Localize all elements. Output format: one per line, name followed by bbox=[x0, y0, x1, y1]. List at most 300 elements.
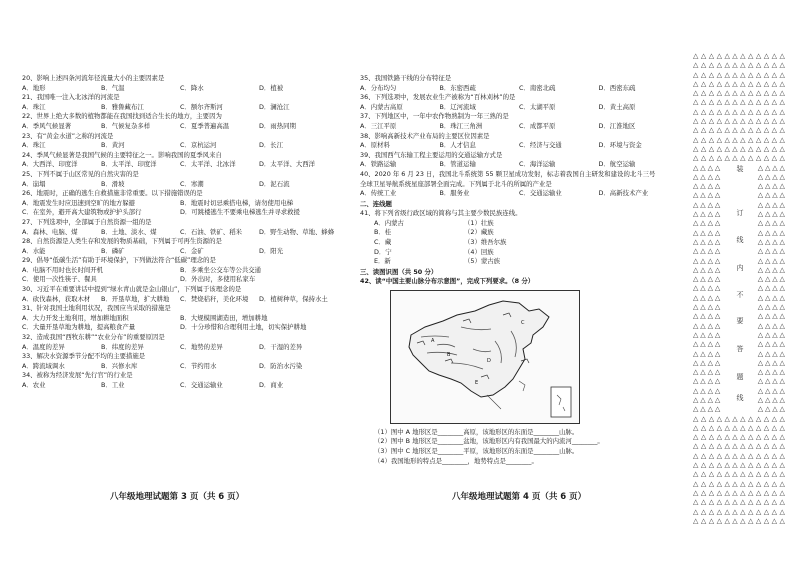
answer-option: A．分布均匀 bbox=[360, 83, 397, 92]
binding-triangle-icon: △ bbox=[732, 117, 738, 126]
binding-triangle-icon: △ bbox=[755, 423, 762, 432]
binding-triangle-icon: △ bbox=[700, 117, 707, 126]
binding-triangle-icon: △ bbox=[693, 507, 699, 516]
binding-triangle-row bbox=[693, 517, 785, 526]
binding-gap bbox=[731, 173, 738, 182]
answer-options bbox=[22, 228, 338, 238]
binding-triangle-icon: △ bbox=[771, 470, 777, 479]
binding-triangle-icon: △ bbox=[748, 52, 754, 60]
binding-triangle-icon: △ bbox=[714, 405, 721, 414]
binding-triangle-row bbox=[693, 247, 785, 256]
binding-triangle-icon: △ bbox=[757, 395, 764, 404]
answer-option: D．雨热同期 bbox=[259, 121, 296, 130]
matching-row bbox=[360, 248, 678, 258]
answer-option: B．纬度的差异 bbox=[101, 342, 144, 351]
binding-gap bbox=[722, 294, 729, 303]
matching-left-item: C．藏 bbox=[374, 238, 392, 246]
binding-triangle-icon: △ bbox=[693, 163, 699, 172]
binding-triangle-icon: △ bbox=[771, 79, 777, 88]
binding-triangle-icon: △ bbox=[724, 423, 730, 432]
binding-triangle-icon: △ bbox=[716, 488, 722, 497]
binding-triangle-icon: △ bbox=[764, 284, 771, 293]
answer-options bbox=[22, 275, 338, 285]
binding-triangle-icon: △ bbox=[693, 293, 699, 302]
binding-triangle-icon: △ bbox=[693, 237, 699, 246]
binding-triangle-icon: △ bbox=[708, 507, 715, 516]
binding-triangle-icon: △ bbox=[771, 414, 777, 423]
question-stem: 33、解决水资源季节分配不均的主要措施是 bbox=[22, 352, 146, 361]
binding-triangle-icon: △ bbox=[714, 172, 721, 181]
binding-triangle-icon: △ bbox=[779, 210, 785, 219]
binding-label-xian: 线 bbox=[736, 236, 744, 244]
binding-triangle-icon: △ bbox=[771, 423, 777, 432]
binding-triangle-icon: △ bbox=[763, 98, 770, 107]
fill-in-line: （3）图中 C 地形区是________平原，该地形区的东面是________山脉。 bbox=[374, 447, 579, 456]
binding-triangle-icon: △ bbox=[700, 247, 706, 256]
binding-triangle-icon: △ bbox=[748, 488, 754, 497]
binding-triangle-icon: △ bbox=[763, 79, 770, 88]
binding-triangle-icon: △ bbox=[732, 89, 738, 98]
binding-triangle-icon: △ bbox=[755, 516, 762, 525]
binding-triangle-icon: △ bbox=[693, 516, 699, 525]
binding-triangle-icon: △ bbox=[707, 228, 713, 237]
binding-triangle-icon: △ bbox=[724, 461, 730, 470]
binding-triangle-icon: △ bbox=[693, 98, 699, 107]
binding-gap bbox=[722, 322, 729, 331]
binding-triangle-icon: △ bbox=[779, 293, 785, 302]
answer-option: C．京杭运河 bbox=[180, 141, 217, 150]
answer-option: B．大规模围湖造田，增加耕地 bbox=[180, 313, 268, 322]
binding-triangle-icon: △ bbox=[724, 442, 730, 451]
binding-triangle-icon: △ bbox=[772, 256, 778, 265]
binding-triangle-icon: △ bbox=[716, 117, 722, 126]
binding-triangle-row bbox=[693, 331, 785, 340]
binding-triangle-icon: △ bbox=[693, 126, 699, 135]
binding-triangle-icon: △ bbox=[748, 79, 754, 88]
binding-triangle-icon: △ bbox=[724, 433, 730, 442]
map-region-label: B bbox=[447, 351, 451, 358]
binding-triangle-icon: △ bbox=[708, 451, 715, 460]
binding-triangle-icon: △ bbox=[700, 405, 706, 414]
binding-triangle-icon: △ bbox=[779, 265, 785, 274]
binding-triangle-icon: △ bbox=[740, 126, 746, 135]
binding-triangle-icon: △ bbox=[757, 210, 764, 219]
binding-triangle-icon: △ bbox=[779, 488, 785, 497]
answer-options bbox=[22, 381, 338, 391]
answer-option: A．铁路运输 bbox=[360, 160, 397, 169]
binding-triangle-icon: △ bbox=[764, 182, 771, 191]
binding-triangle-icon: △ bbox=[714, 191, 721, 200]
binding-triangle-icon: △ bbox=[740, 144, 746, 153]
binding-triangle-icon: △ bbox=[779, 368, 785, 377]
binding-triangle-icon: △ bbox=[707, 349, 713, 358]
binding-triangle-icon: △ bbox=[755, 70, 762, 79]
binding-triangle-row bbox=[693, 173, 785, 182]
binding-triangle-icon: △ bbox=[763, 144, 770, 153]
left-page-footer: 八年级地理试题第 3 页（共 6 页） bbox=[110, 492, 245, 502]
binding-triangle-icon: △ bbox=[714, 182, 721, 191]
binding-triangle-icon: △ bbox=[772, 284, 778, 293]
question-stem: 29、倡导“低碳生活”有助于环境保护，下列做法符合“低碳”理念的是 bbox=[22, 256, 216, 265]
answer-option: A．温度的差异 bbox=[22, 342, 65, 351]
binding-triangle-icon: △ bbox=[763, 107, 770, 116]
answer-option: B．气温 bbox=[101, 83, 125, 92]
binding-triangle-icon: △ bbox=[700, 61, 707, 70]
answer-option: B．地震时切忌乘搭电梯，请勿使用电梯 bbox=[180, 198, 294, 207]
binding-gap bbox=[749, 219, 756, 228]
binding-triangle-icon: △ bbox=[700, 498, 707, 507]
binding-triangle-icon: △ bbox=[716, 98, 722, 107]
answer-options bbox=[360, 84, 678, 94]
binding-triangle-icon: △ bbox=[779, 107, 785, 116]
binding-triangle-icon: △ bbox=[716, 414, 722, 423]
binding-triangle-icon: △ bbox=[714, 386, 721, 395]
binding-triangle-icon: △ bbox=[707, 210, 713, 219]
binding-triangle-icon: △ bbox=[708, 488, 715, 497]
binding-triangle-row bbox=[693, 489, 785, 498]
binding-triangle-icon: △ bbox=[693, 368, 699, 377]
binding-gap bbox=[749, 182, 756, 191]
binding-triangle-icon: △ bbox=[732, 516, 738, 525]
binding-triangle-icon: △ bbox=[740, 117, 746, 126]
binding-gap bbox=[740, 182, 747, 191]
binding-triangle-row bbox=[693, 89, 785, 98]
binding-triangle-icon: △ bbox=[772, 386, 778, 395]
binding-triangle-icon: △ bbox=[740, 98, 746, 107]
binding-triangle-row bbox=[693, 52, 785, 61]
binding-triangle-icon: △ bbox=[779, 405, 785, 414]
binding-triangle-icon: △ bbox=[771, 154, 777, 163]
binding-triangle-icon: △ bbox=[755, 98, 762, 107]
binding-triangle-icon: △ bbox=[693, 247, 699, 256]
binding-gap bbox=[749, 303, 756, 312]
question-stem: 22、世界上绝大多数的植物都能在我国找到适合生长的地方，主要因为 bbox=[22, 112, 222, 121]
binding-triangle-icon: △ bbox=[714, 377, 721, 386]
binding-triangle-icon: △ bbox=[755, 451, 762, 460]
binding-triangle-icon: △ bbox=[772, 182, 778, 191]
binding-triangle-row bbox=[693, 154, 785, 163]
binding-triangle-icon: △ bbox=[763, 451, 770, 460]
binding-gap bbox=[722, 266, 729, 275]
binding-triangle-icon: △ bbox=[714, 219, 721, 228]
binding-triangle-icon: △ bbox=[755, 442, 762, 451]
binding-triangle-icon: △ bbox=[724, 117, 730, 126]
answer-options bbox=[22, 199, 338, 209]
question-stem: 32、造成我国“西牧东耕”“农业分布”的重要原因是 bbox=[22, 333, 165, 342]
question-stem: 23、有“黄金水道”之称的河流是 bbox=[22, 131, 114, 140]
binding-triangle-icon: △ bbox=[764, 368, 771, 377]
binding-triangle-icon: △ bbox=[779, 386, 785, 395]
binding-triangle-icon: △ bbox=[693, 395, 699, 404]
binding-triangle-icon: △ bbox=[740, 516, 746, 525]
binding-triangle-icon: △ bbox=[748, 433, 754, 442]
matching-right-item: （4）回族 bbox=[464, 247, 494, 256]
binding-gap bbox=[722, 396, 729, 405]
binding-triangle-icon: △ bbox=[707, 265, 713, 274]
binding-triangle-icon: △ bbox=[748, 154, 754, 163]
answer-option: C．太湖平原 bbox=[519, 102, 556, 111]
binding-triangle-icon: △ bbox=[716, 451, 722, 460]
binding-triangle-icon: △ bbox=[732, 488, 738, 497]
binding-triangle-icon: △ bbox=[708, 442, 715, 451]
binding-triangle-icon: △ bbox=[708, 135, 715, 144]
answer-option: B．兴修水库 bbox=[101, 361, 138, 370]
binding-gap bbox=[749, 322, 756, 331]
binding-triangle-icon: △ bbox=[700, 507, 707, 516]
binding-gap bbox=[749, 340, 756, 349]
binding-triangle-icon: △ bbox=[732, 479, 738, 488]
answer-options bbox=[22, 362, 338, 372]
binding-triangle-icon: △ bbox=[700, 52, 707, 60]
binding-triangle-icon: △ bbox=[755, 470, 762, 479]
matching-left-item: B．桂 bbox=[374, 228, 392, 237]
binding-gap bbox=[722, 219, 729, 228]
binding-triangle-icon: △ bbox=[693, 321, 699, 330]
binding-triangle-icon: △ bbox=[772, 247, 778, 256]
binding-triangle-icon: △ bbox=[732, 461, 738, 470]
question-stem: 39、我国西气东输工程主要运用的交通运输方式是 bbox=[360, 150, 503, 159]
binding-label-ti: 题 bbox=[736, 373, 744, 381]
binding-gap bbox=[740, 405, 747, 414]
binding-triangle-icon: △ bbox=[764, 228, 771, 237]
binding-triangle-icon: △ bbox=[708, 414, 715, 423]
binding-triangle-icon: △ bbox=[779, 470, 785, 479]
binding-triangle-icon: △ bbox=[693, 275, 699, 284]
binding-triangle-icon: △ bbox=[693, 144, 699, 153]
answer-option: A．崩塌 bbox=[22, 179, 46, 188]
matching-left-item: D．宁 bbox=[374, 247, 392, 256]
binding-triangle-row bbox=[693, 415, 785, 424]
binding-triangle-icon: △ bbox=[740, 433, 746, 442]
binding-triangle-icon: △ bbox=[764, 349, 771, 358]
binding-triangle-icon: △ bbox=[693, 312, 699, 321]
binding-triangle-icon: △ bbox=[779, 433, 785, 442]
binding-triangle-icon: △ bbox=[708, 461, 715, 470]
binding-triangle-icon: △ bbox=[700, 182, 706, 191]
answer-options bbox=[22, 103, 338, 113]
binding-triangle-icon: △ bbox=[707, 330, 713, 339]
binding-triangle-icon: △ bbox=[748, 98, 754, 107]
binding-triangle-row bbox=[693, 182, 785, 191]
binding-triangle-icon: △ bbox=[772, 405, 778, 414]
map-region-label: D bbox=[487, 357, 491, 364]
binding-triangle-icon: △ bbox=[693, 386, 699, 395]
binding-triangle-icon: △ bbox=[772, 293, 778, 302]
binding-triangle-icon: △ bbox=[763, 498, 770, 507]
answer-option: C．经济与交通 bbox=[519, 141, 562, 150]
binding-triangle-icon: △ bbox=[772, 237, 778, 246]
binding-gap bbox=[749, 284, 756, 293]
binding-triangle-icon: △ bbox=[771, 107, 777, 116]
binding-triangle-icon: △ bbox=[732, 98, 738, 107]
binding-triangle-icon: △ bbox=[771, 498, 777, 507]
binding-gap bbox=[722, 340, 729, 349]
binding-triangle-icon: △ bbox=[779, 303, 785, 312]
answer-option: C．成都平原 bbox=[519, 121, 556, 130]
binding-triangle-icon: △ bbox=[707, 163, 713, 172]
binding-triangle-icon: △ bbox=[724, 154, 730, 163]
binding-triangle-icon: △ bbox=[700, 210, 706, 219]
binding-triangle-icon: △ bbox=[708, 154, 715, 163]
binding-gap bbox=[722, 247, 729, 256]
binding-triangle-icon: △ bbox=[779, 340, 785, 349]
binding-triangle-icon: △ bbox=[740, 479, 746, 488]
binding-triangle-icon: △ bbox=[740, 442, 746, 451]
binding-triangle-icon: △ bbox=[764, 330, 771, 339]
binding-triangle-icon: △ bbox=[740, 507, 746, 516]
binding-triangle-icon: △ bbox=[716, 461, 722, 470]
binding-triangle-icon: △ bbox=[779, 423, 785, 432]
binding-triangle-row bbox=[693, 359, 785, 368]
binding-gap bbox=[722, 275, 729, 284]
binding-triangle-icon: △ bbox=[700, 293, 706, 302]
answer-option: A．原材料 bbox=[360, 141, 390, 150]
answer-option: C．额尔齐斯河 bbox=[180, 102, 223, 111]
binding-triangle-icon: △ bbox=[700, 461, 707, 470]
question-stem: 26、地震时，正确的逃生自救措施非常重要。以下措施错误的是 bbox=[22, 189, 203, 198]
binding-triangle-icon: △ bbox=[700, 358, 706, 367]
binding-triangle-icon: △ bbox=[757, 330, 764, 339]
binding-triangle-icon: △ bbox=[700, 228, 706, 237]
binding-triangle-icon: △ bbox=[700, 70, 707, 79]
answer-options bbox=[360, 160, 678, 170]
answer-options bbox=[22, 160, 338, 170]
binding-triangle-icon: △ bbox=[716, 470, 722, 479]
binding-triangle-icon: △ bbox=[724, 451, 730, 460]
binding-triangle-icon: △ bbox=[771, 433, 777, 442]
binding-gap bbox=[731, 182, 738, 191]
binding-triangle-icon: △ bbox=[757, 172, 764, 181]
map-region-label: C bbox=[521, 319, 525, 326]
binding-triangle-icon: △ bbox=[714, 247, 721, 256]
answer-option: D．澜沧江 bbox=[259, 102, 290, 111]
answer-option: D．西密东疏 bbox=[598, 83, 636, 92]
binding-triangle-icon: △ bbox=[700, 312, 706, 321]
binding-triangle-icon: △ bbox=[700, 172, 706, 181]
answer-option: D．外出时，多使用私家车 bbox=[180, 275, 256, 284]
binding-triangle-icon: △ bbox=[714, 210, 721, 219]
binding-triangle-icon: △ bbox=[700, 163, 706, 172]
binding-triangle-icon: △ bbox=[700, 79, 707, 88]
binding-triangle-icon: △ bbox=[714, 303, 721, 312]
binding-triangle-icon: △ bbox=[693, 117, 699, 126]
binding-triangle-icon: △ bbox=[714, 256, 721, 265]
binding-triangle-icon: △ bbox=[700, 191, 706, 200]
binding-triangle-icon: △ bbox=[700, 442, 707, 451]
binding-triangle-row bbox=[693, 80, 785, 89]
binding-triangle-icon: △ bbox=[707, 256, 713, 265]
binding-triangle-icon: △ bbox=[748, 507, 754, 516]
binding-triangle-icon: △ bbox=[707, 312, 713, 321]
binding-triangle-icon: △ bbox=[748, 442, 754, 451]
binding-triangle-row bbox=[693, 405, 785, 414]
binding-triangle-icon: △ bbox=[740, 461, 746, 470]
binding-gap bbox=[749, 405, 756, 414]
binding-triangle-icon: △ bbox=[724, 470, 730, 479]
binding-triangle-icon: △ bbox=[700, 154, 707, 163]
binding-gap bbox=[722, 377, 729, 386]
answer-options bbox=[360, 122, 678, 132]
answer-option: D．十分珍惜和合理利用土地，切实保护耕地 bbox=[180, 323, 307, 332]
binding-triangle-icon: △ bbox=[755, 117, 762, 126]
answer-option: B．土地、淡水、煤 bbox=[101, 227, 157, 236]
binding-triangle-icon: △ bbox=[724, 61, 730, 70]
binding-gap bbox=[749, 229, 756, 238]
question-stem: 37、下列地区中，一年中农作物熟制为一年三熟的是 bbox=[360, 112, 509, 121]
binding-gap bbox=[731, 275, 738, 284]
binding-triangle-icon: △ bbox=[708, 52, 715, 60]
answer-option: D．高新技术产业 bbox=[598, 189, 649, 198]
answer-option: D．航空运输 bbox=[598, 160, 636, 169]
binding-triangle-icon: △ bbox=[763, 433, 770, 442]
binding-triangle-row bbox=[693, 508, 785, 517]
binding-triangle-icon: △ bbox=[693, 70, 699, 79]
binding-triangle-icon: △ bbox=[693, 451, 699, 460]
binding-triangle-icon: △ bbox=[771, 451, 777, 460]
binding-triangle-icon: △ bbox=[708, 470, 715, 479]
binding-gap bbox=[749, 312, 756, 321]
binding-triangle-icon: △ bbox=[693, 210, 699, 219]
binding-triangle-icon: △ bbox=[700, 237, 706, 246]
binding-gap bbox=[731, 331, 738, 340]
binding-triangle-icon: △ bbox=[700, 256, 706, 265]
binding-triangle-icon: △ bbox=[740, 70, 746, 79]
binding-triangle-icon: △ bbox=[707, 275, 713, 284]
binding-triangle-icon: △ bbox=[700, 219, 706, 228]
matching-right-item: （2）藏族 bbox=[464, 228, 494, 237]
map-region-label: A bbox=[431, 337, 435, 344]
answer-option: D．江淮地区 bbox=[598, 121, 636, 130]
matching-left-item: A．内蒙古 bbox=[374, 218, 404, 227]
binding-triangle-icon: △ bbox=[700, 488, 707, 497]
binding-triangle-icon: △ bbox=[779, 498, 785, 507]
binding-triangle-icon: △ bbox=[755, 126, 762, 135]
binding-triangle-icon: △ bbox=[700, 89, 707, 98]
answer-option: D．可跳楼逃生不要乘电梯逃生并寻求救援 bbox=[180, 208, 300, 217]
question-stem: 35、我国铁路干线的分布特征是 bbox=[360, 74, 452, 82]
binding-gap bbox=[722, 173, 729, 182]
binding-triangle-icon: △ bbox=[757, 293, 764, 302]
binding-triangle-icon: △ bbox=[764, 265, 771, 274]
binding-triangle-icon: △ bbox=[763, 89, 770, 98]
binding-triangle-icon: △ bbox=[755, 89, 762, 98]
binding-triangle-icon: △ bbox=[724, 107, 730, 116]
binding-triangle-icon: △ bbox=[757, 340, 764, 349]
binding-triangle-icon: △ bbox=[732, 79, 738, 88]
answer-option: B．黄河 bbox=[101, 141, 125, 150]
binding-triangle-icon: △ bbox=[716, 61, 722, 70]
binding-triangle-icon: △ bbox=[716, 498, 722, 507]
answer-option: B．开垦草地，扩大耕地 bbox=[101, 294, 170, 303]
answer-options bbox=[360, 141, 678, 151]
binding-label-zhuang: 装 bbox=[736, 165, 744, 173]
binding-triangle-icon: △ bbox=[693, 470, 699, 479]
binding-triangle-icon: △ bbox=[732, 107, 738, 116]
binding-triangle-icon: △ bbox=[693, 349, 699, 358]
binding-label-ding: 订 bbox=[736, 209, 744, 217]
binding-gap bbox=[749, 368, 756, 377]
binding-triangle-icon: △ bbox=[700, 200, 706, 209]
binding-triangle-icon: △ bbox=[693, 433, 699, 442]
answer-options bbox=[360, 189, 678, 199]
binding-triangle-icon: △ bbox=[763, 154, 770, 163]
binding-triangle-icon: △ bbox=[707, 247, 713, 256]
binding-triangle-icon: △ bbox=[764, 321, 771, 330]
binding-triangle-icon: △ bbox=[714, 330, 721, 339]
binding-triangle-icon: △ bbox=[764, 172, 771, 181]
binding-triangle-icon: △ bbox=[693, 89, 699, 98]
binding-triangle-icon: △ bbox=[708, 61, 715, 70]
